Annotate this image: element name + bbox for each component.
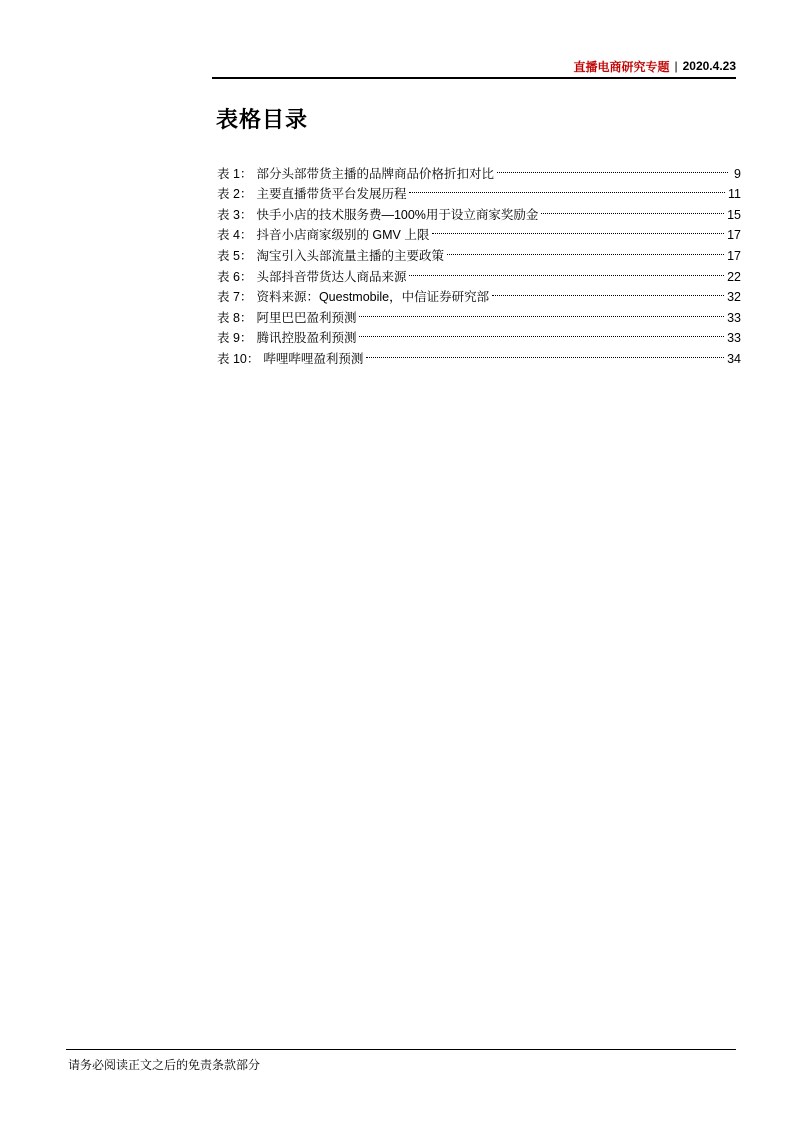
dot-leader	[497, 157, 728, 178]
toc-entry-page: 22	[727, 269, 741, 284]
toc-entry-label: 表 10：	[217, 351, 260, 366]
toc-list	[217, 157, 741, 366]
toc-entry[interactable]	[217, 157, 741, 181]
toc-entry-page: 9	[734, 166, 741, 181]
toc-entry-label: 表 5：	[217, 248, 253, 263]
toc-entry-text: 快手小店的技术服务费—100%用于设立商家奖励金	[256, 207, 539, 222]
toc-heading: 表格目录	[216, 107, 309, 132]
footer-rule	[66, 1049, 736, 1050]
toc-entry-label: 表 4：	[217, 228, 253, 243]
dot-leader	[409, 178, 725, 199]
toc-entry-label: 表 3：	[217, 207, 253, 222]
toc-entry-label: 表 2：	[217, 187, 253, 202]
dot-leader	[359, 322, 724, 343]
toc-entry-page: 11	[728, 187, 741, 202]
toc-entry-text: 主要直播带货平台发展历程	[256, 187, 407, 202]
toc-entry-text: 资料来源：Questmobile，中信证券研究部	[256, 290, 490, 305]
toc-entry-label: 表 9：	[217, 331, 253, 346]
toc-entry-page: 15	[727, 207, 741, 222]
toc-entry-text: 阿里巴巴盈利预测	[256, 310, 357, 325]
toc-entry-page: 34	[727, 351, 741, 366]
dot-leader	[432, 219, 724, 240]
dot-leader	[541, 198, 724, 219]
toc-entry-label: 表 1：	[217, 166, 253, 181]
toc-entry-label: 表 7：	[217, 290, 253, 305]
toc-entry-page: 17	[727, 228, 741, 243]
header-rule	[212, 77, 736, 79]
page-header	[212, 56, 736, 76]
toc-entry-page: 32	[727, 290, 741, 305]
toc-entry-page: 33	[727, 310, 741, 325]
dot-leader	[359, 301, 724, 322]
dot-leader	[447, 239, 724, 260]
dot-leader	[492, 281, 724, 302]
dot-leader	[409, 260, 724, 281]
toc-entry-text: 哔哩哔哩盈利预测	[263, 351, 364, 366]
header-separator: |	[674, 59, 678, 73]
toc-entry-text: 头部抖音带货达人商品来源	[256, 269, 407, 284]
footer-disclaimer: 请务必阅读正文之后的免责条款部分	[68, 1058, 261, 1072]
toc-entry-text: 抖音小店商家级别的 GMV 上限	[256, 228, 430, 243]
toc-entry-page: 33	[727, 331, 741, 346]
toc-entry-text: 淘宝引入头部流量主播的主要政策	[256, 248, 444, 263]
report-title: 直播电商研究专题	[573, 59, 670, 74]
dot-leader	[366, 342, 724, 363]
toc-entry-label: 表 8：	[217, 310, 253, 325]
toc-entry-page: 17	[727, 248, 741, 263]
toc-entry-text: 部分头部带货主播的品牌商品价格折扣对比	[256, 166, 494, 181]
toc-entry-label: 表 6：	[217, 269, 253, 284]
report-date: 2020.4.23	[682, 59, 736, 73]
toc-entry-text: 腾讯控股盈利预测	[256, 331, 357, 346]
